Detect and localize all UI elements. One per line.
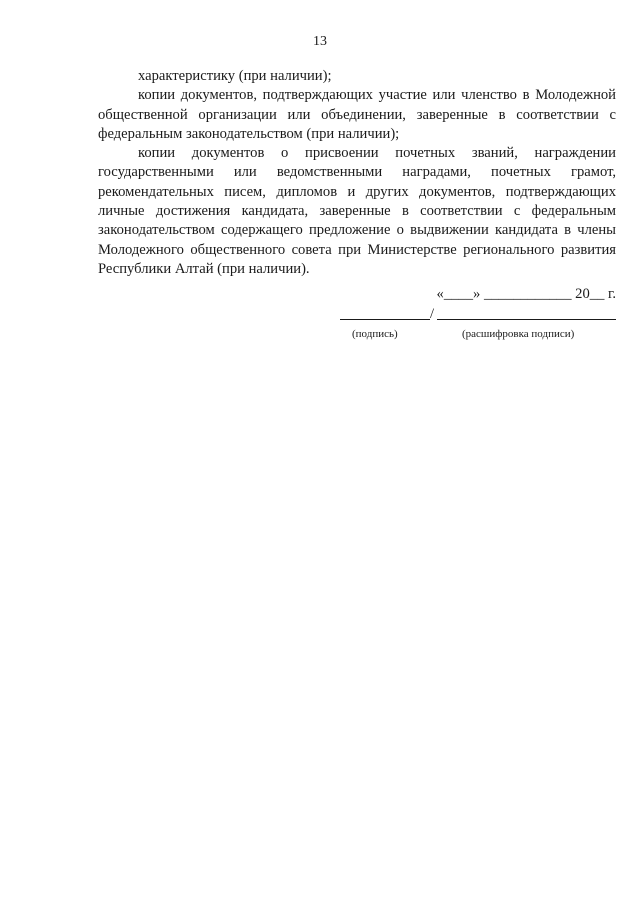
caption-decode: (расшифровка подписи)	[462, 328, 575, 340]
signature-slash: /	[430, 306, 435, 322]
paragraph-membership-docs: копии документов, подтверждающих участие или членство в Молодежной общественной организации или объединении, заверенные в соответствии с федеральным законодательством (при наличии);	[98, 87, 616, 142]
decode-underline	[437, 319, 616, 320]
signature-underline	[340, 319, 430, 320]
document-body	[98, 67, 616, 279]
paragraph-characteristic: характеристику (при наличии);	[138, 68, 332, 84]
paragraph-awards-docs: копии документов о присвоении почетных званий, награждении государственными или ведомственными наградами, почетных грамот, рекомендательных писем, дипломов и других документов, подтверждающих личные достижения кандидата, заверенные в соответствии с федеральным законодательством содержащего предложение о выдвижении кандидата в члены Молодежного общественного совета при Министерстве регионального развития Республики Алтай (при наличии).	[98, 145, 616, 277]
page-number: 13	[313, 34, 327, 49]
date-line: «____» ____________ 20__ г.	[436, 286, 616, 302]
caption-signature: (подпись)	[352, 328, 398, 340]
signature-line	[340, 302, 616, 320]
